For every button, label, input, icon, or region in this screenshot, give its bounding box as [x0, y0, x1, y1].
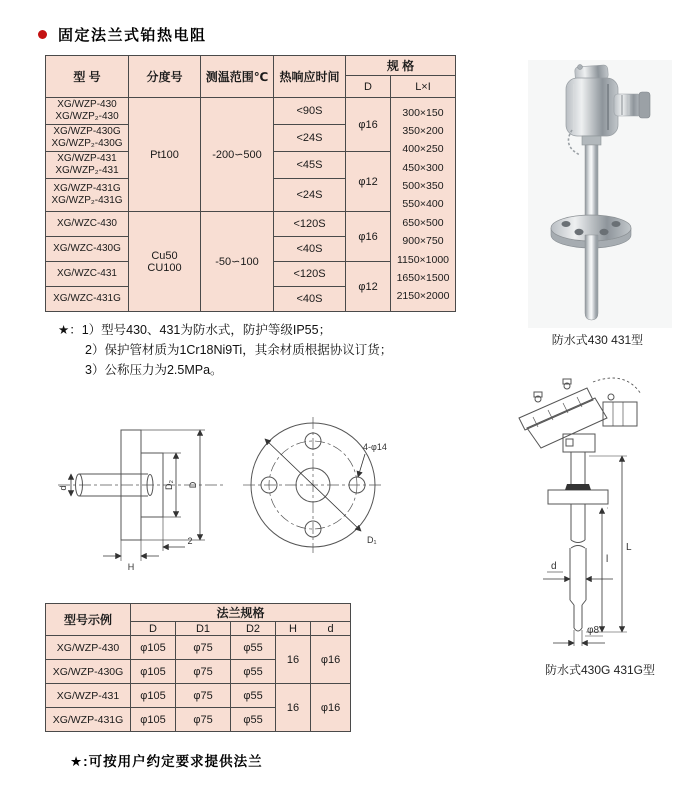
lxi-cell — [391, 98, 456, 312]
dim-label-d: d — [58, 485, 68, 491]
note-line: ★：1）型号430、431为防水式，防护等级IP55； — [58, 323, 332, 337]
model-cell: XG/WZC-431G — [46, 287, 129, 312]
sensor-body-outline — [548, 452, 608, 631]
product-photo-430 — [528, 60, 672, 328]
response-cell: <90S — [274, 98, 346, 125]
diameter-cell: φ16 — [346, 212, 391, 262]
col-header: D2 — [231, 622, 276, 636]
notes-block — [58, 320, 392, 380]
model-cell: XG/WZP-430G XG/WZP₂-430G — [46, 125, 129, 152]
sensor-head-outline — [519, 378, 641, 452]
flange-front-view — [243, 417, 383, 553]
table-row — [46, 98, 456, 125]
response-cell: <120S — [274, 262, 346, 287]
graduation-cell: Pt100 — [129, 98, 201, 212]
graduation-cell: Cu50 CU100 — [129, 212, 201, 312]
col-header: H — [276, 622, 311, 636]
model-cell: XG/WZP-430G — [46, 660, 131, 684]
col-header-flange-spec: 法兰规格 — [131, 604, 351, 622]
dim-label-L: L — [626, 542, 632, 553]
dim-label-l: l — [606, 554, 609, 565]
note-line: 3）公称压力为2.5MPa。 — [85, 363, 223, 377]
response-cell: <45S — [274, 152, 346, 179]
range-cell: -200∽500 — [201, 98, 274, 212]
red-bullet-icon — [38, 30, 47, 39]
dim-label-d1: D₁ — [367, 535, 377, 545]
model-cell: XG/WZP-430 — [46, 636, 131, 660]
response-cell: <40S — [274, 287, 346, 312]
response-cell: <24S — [274, 125, 346, 152]
col-header-range: 测温范围℃ — [201, 56, 274, 98]
col-header-d: D — [346, 76, 391, 98]
drawing-caption: 防水式430G 431G型 — [544, 663, 656, 677]
dim-label-d2: D₂ — [164, 480, 174, 490]
response-cell: <24S — [274, 179, 346, 212]
d-cell: φ16 — [311, 636, 351, 684]
flange-side-view — [58, 430, 223, 561]
col-header-graduation: 分度号 — [129, 56, 201, 98]
model-cell: XG/WZP-431 XG/WZP₂-431 — [46, 152, 129, 179]
sensor-dimension-drawing — [505, 372, 677, 657]
model-cell: XG/WZC-431 — [46, 262, 129, 287]
table-row: XG/WZP-430G φ105 φ75 φ55 — [46, 660, 351, 684]
page-title: 固定法兰式铂热电阻 — [58, 27, 207, 44]
photo-caption: 防水式430 431型 — [551, 333, 644, 347]
dim-label-D: D — [188, 481, 198, 489]
flange-table — [45, 603, 351, 732]
dim-label-d: d — [551, 561, 557, 572]
diameter-cell: φ16 — [346, 98, 391, 152]
model-cell: XG/WZP-431 — [46, 684, 131, 708]
model-cell: XG/WZP-431G XG/WZP₂-431G — [46, 179, 129, 212]
col-header-model-example: 型号示例 — [46, 604, 131, 636]
range-cell: -50∽100 — [201, 212, 274, 312]
col-header-lxi: L×I — [391, 76, 456, 98]
h-cell: 16 — [276, 684, 311, 732]
model-line: XG/WZP₂-430 — [55, 111, 119, 122]
model-cell: XG/WZC-430 — [46, 212, 129, 237]
table-row: XG/WZP-430 φ105 φ75 φ55 16 φ16 — [46, 636, 351, 660]
note-line: 2）保护管材质为1Cr18Ni9Ti，其余材质根据协议订货； — [85, 343, 393, 357]
dim-label-face: 2 — [187, 536, 193, 546]
model-cell: XG/WZC-430G — [46, 237, 129, 262]
dim-label-holes: 4-φ14 — [363, 442, 387, 452]
diameter-cell: φ12 — [346, 152, 391, 212]
diameter-cell: φ12 — [346, 262, 391, 312]
spec-table — [45, 55, 456, 312]
col-header: d — [311, 622, 351, 636]
col-header: D1 — [176, 622, 231, 636]
response-cell: <120S — [274, 212, 346, 237]
table-row: XG/WZP-431 φ105 φ75 φ55 16 φ16 — [46, 684, 351, 708]
col-header: D — [131, 622, 176, 636]
flange-dimension-drawing — [55, 405, 410, 573]
response-cell: <40S — [274, 237, 346, 262]
model-cell — [46, 98, 129, 125]
col-header-spec: 规 格 — [346, 56, 456, 76]
col-header-model: 型 号 — [46, 56, 129, 98]
d-cell: φ16 — [311, 684, 351, 732]
title-row — [38, 24, 207, 45]
table-row: XG/WZP-431G φ105 φ75 φ55 — [46, 708, 351, 732]
model-line: XG/WZP-430 — [57, 99, 117, 110]
dim-label-H: H — [127, 562, 135, 572]
col-header-response: 热响应时间 — [274, 56, 346, 98]
model-cell: XG/WZP-431G — [46, 708, 131, 732]
lxi-list: 300×150 350×200 400×250 450×300 500×350 550×400 650×500 900×750 1150×1000 1650×1500 2150×2000 — [396, 106, 450, 303]
h-cell: 16 — [276, 636, 311, 684]
dim-label-tip: φ8 — [587, 625, 600, 636]
bottom-note: ★:可按用户约定要求提供法兰 — [70, 754, 263, 769]
